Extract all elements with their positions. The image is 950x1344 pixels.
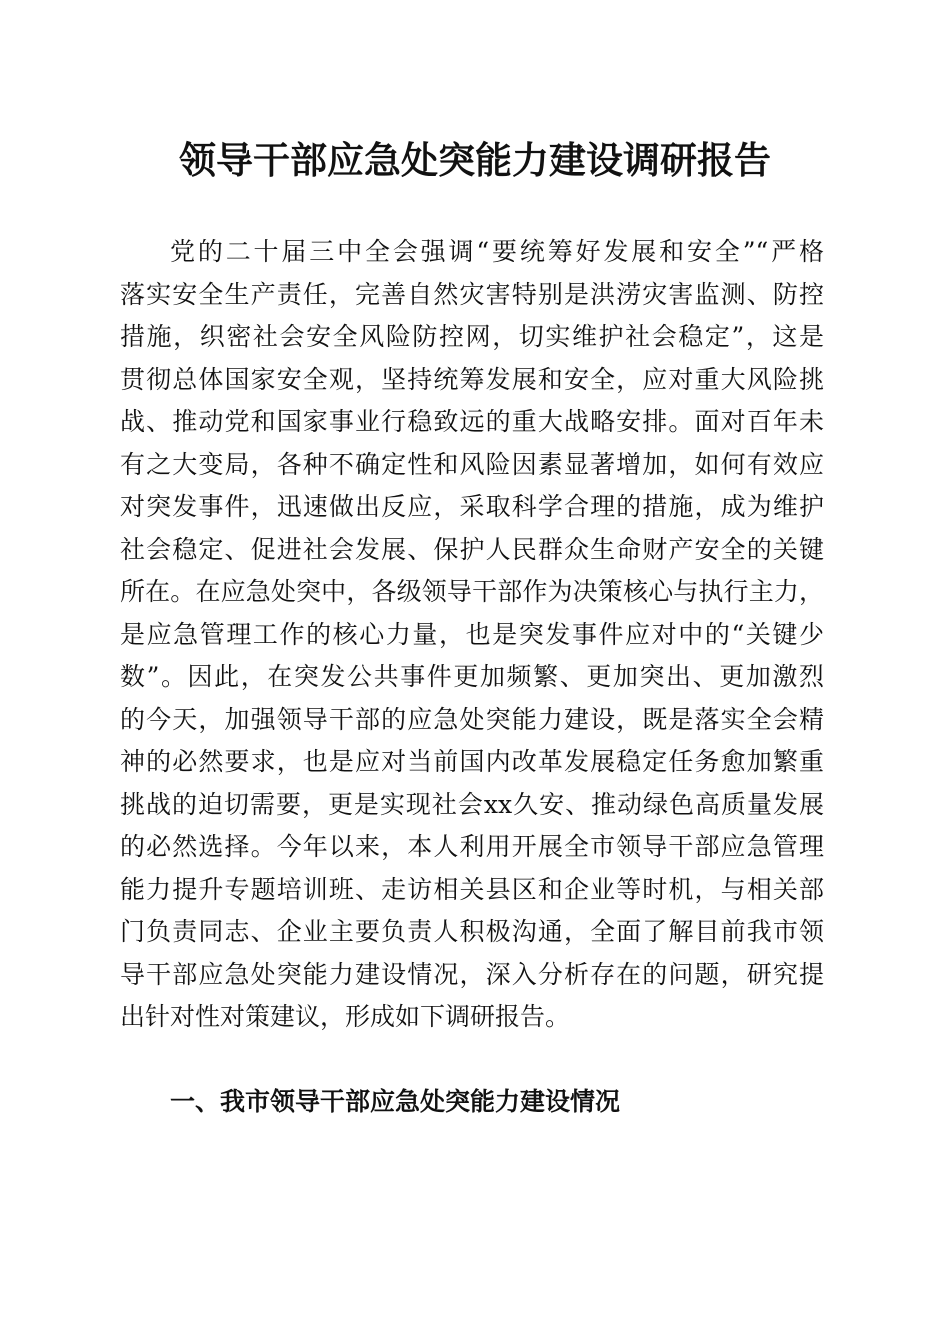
paragraph-line: 能力提升专题培训班、走访相关县区和企业等时机，与相关部 <box>120 874 824 904</box>
intro-paragraph <box>120 231 824 1039</box>
paragraph-line: 数”。因此，在突发公共事件更加频繁、更加突出、更加激烈 <box>120 662 824 691</box>
section-heading: 一、我市领导干部应急处突能力建设情况 <box>170 1087 621 1116</box>
paragraph-line: 的今天，加强领导干部的应急处突能力建设，既是落实全会精 <box>120 704 824 734</box>
paragraph-line: 对突发事件，迅速做出反应，采取科学合理的措施，成为维护 <box>120 492 824 521</box>
paragraph-line: 有之大变局，各种不确定性和风险因素显著增加，如何有效应 <box>120 449 824 479</box>
paragraph-line: 社会稳定、促进社会发展、保护人民群众生命财产安全的关键 <box>120 534 824 564</box>
paragraph-line: 党的二十届三中全会强调“要统筹好发展和安全”“严格 <box>170 237 824 266</box>
paragraph-line: 落实安全生产责任，完善自然灾害特别是洪涝灾害监测、防控 <box>120 279 824 309</box>
paragraph-line: 战、推动党和国家事业行稳致远的重大战略安排。面对百年未 <box>120 407 824 436</box>
paragraph-line: 措施，织密社会安全风险防控网，切实维护社会稳定”，这是 <box>120 322 824 351</box>
paragraph-line: 神的必然要求，也是应对当前国内改革发展稳定任务愈加繁重 <box>120 747 824 776</box>
paragraph-line: 导干部应急处突能力建设情况，深入分析存在的问题，研究提 <box>120 959 824 989</box>
paragraph-line: 贯彻总体国家安全观，坚持统筹发展和安全，应对重大风险挑 <box>120 364 824 394</box>
paragraph-line: 出针对性对策建议，形成如下调研报告。 <box>120 1002 571 1031</box>
paragraph-line: 门负责同志、企业主要负责人积极沟通，全面了解目前我市领 <box>120 917 824 946</box>
paragraph-line: 是应急管理工作的核心力量，也是突发事件应对中的“关键少 <box>120 619 824 649</box>
paragraph-line: 所在。在应急处突中，各级领导干部作为决策核心与执行主力， <box>120 577 824 606</box>
paragraph-line: 挑战的迫切需要，更是实现社会xx久安、推动绿色高质量发展 <box>120 789 824 819</box>
document-title: 领导干部应急处突能力建设调研报告 <box>179 138 771 182</box>
paragraph-line: 的必然选择。今年以来，本人利用开展全市领导干部应急管理 <box>120 832 824 861</box>
